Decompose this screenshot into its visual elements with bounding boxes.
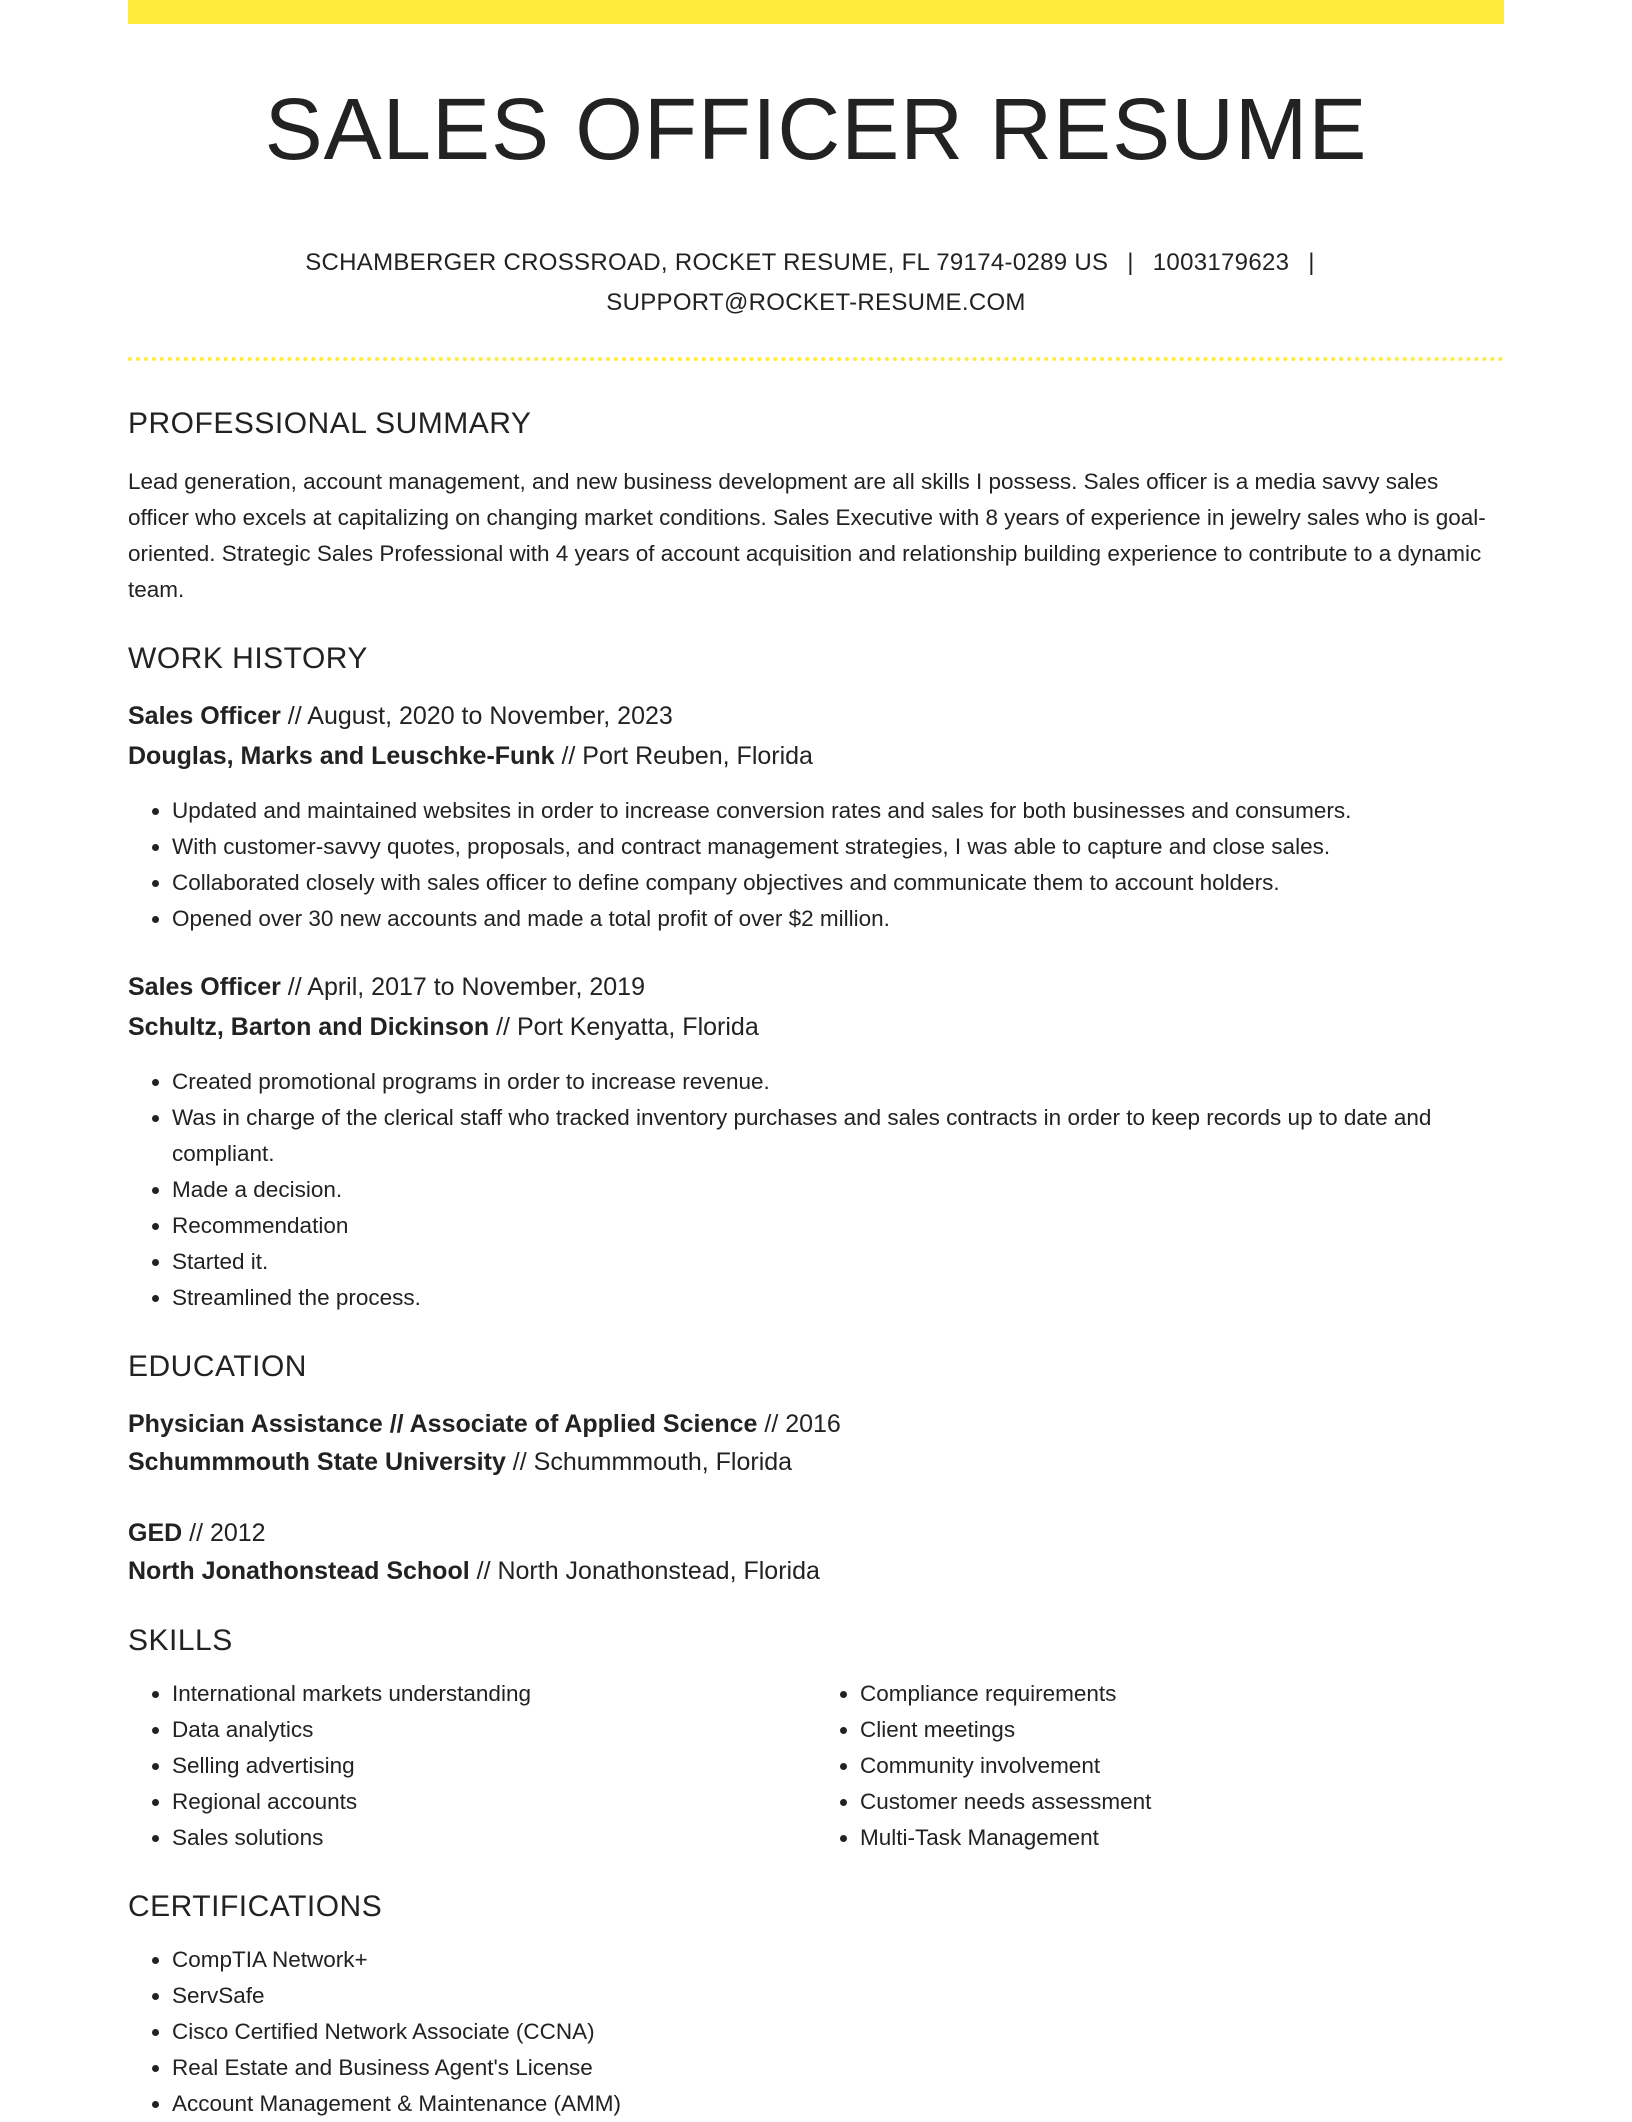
skill-item: • International markets understanding [172,1676,816,1712]
education-heading: EDUCATION [128,1349,307,1383]
certification-item: • CompTIA Network+ [172,1942,1504,1978]
job-title: Sales Officer [128,972,281,1001]
education-degree: Physician Assistance // Associate of Applied Science [128,1409,758,1438]
skills-list [128,1676,1504,1856]
education-school-line [128,1552,1504,1590]
education-location: // North Jonathonstead, Florida [469,1556,820,1585]
skill-item: • Data analytics [172,1712,816,1748]
job-title-line [128,968,1504,1006]
education-year: // 2016 [757,1409,841,1438]
header-divider [128,357,1504,361]
education-entry [128,1405,1504,1481]
job-title-line [128,697,1504,735]
job-company: Douglas, Marks and Leuschke-Funk [128,741,555,770]
job-bullet: • Started it. [172,1244,1504,1280]
resume-title: SALES OFFICER RESUME [264,81,1368,178]
job-bullet: • Made a decision. [172,1172,1504,1208]
skills-column-right [816,1676,1504,1856]
summary-text: Lead generation, account management, and new business development are all skills I possess. Sales officer is a media savvy sales officer who excels at capitalizing on changing market conditions. Sales Executive with 8 years of experience in jewelry sales who is goal-oriented. Strategic Sales Professional with 4 years of account acquisition and relationship building experience to contribute to a dynamic team. [128,468,1486,602]
job-bullets [128,793,1504,937]
job-dates: // August, 2020 to November, 2023 [280,701,673,730]
education-degree-line [128,1405,1504,1443]
job-bullet: • Recommendation [172,1208,1504,1244]
contact-separator: | [1308,248,1315,276]
job-company: Schultz, Barton and Dickinson [128,1012,490,1041]
job-dates: // April, 2017 to November, 2019 [280,972,645,1001]
skill-item: • Compliance requirements [860,1676,1504,1712]
certification-item: • Real Estate and Business Agent's License [172,2050,1504,2086]
skill-item: • Sales solutions [172,1820,816,1856]
skill-item: • Selling advertising [172,1748,816,1784]
education-entry [128,1514,1504,1590]
job-title: Sales Officer [128,701,281,730]
resume-page [128,0,1504,2122]
skill-item: • Client meetings [860,1712,1504,1748]
job-bullet: • Updated and maintained websites in order to increase conversion rates and sales for both businesses and consumers. [172,793,1504,829]
contact-address: SCHAMBERGER CROSSROAD, ROCKET RESUME, FL 79174-0289 US [305,248,1109,276]
contact-separator: | [1127,248,1134,276]
certification-item: • Account Management & Maintenance (AMM) [172,2086,1504,2122]
summary-heading: PROFESSIONAL SUMMARY [128,406,532,440]
skill-item: • Multi-Task Management [860,1820,1504,1856]
certification-item: • Cisco Certified Network Associate (CCNA) [172,2014,1504,2050]
contact-phone: 1003179623 [1152,248,1290,276]
education-school: North Jonathonstead School [128,1556,470,1585]
job-bullets [128,1064,1504,1316]
education-degree: GED [128,1518,183,1547]
work-history-heading: WORK HISTORY [128,641,368,675]
accent-top-bar [128,0,1504,24]
certifications-list [128,1942,1504,2122]
job-location: // Port Kenyatta, Florida [489,1012,759,1041]
education-year: // 2012 [182,1518,266,1547]
job-entry [128,697,1504,937]
skill-item: • Customer needs assessment [860,1784,1504,1820]
skill-item: • Community involvement [860,1748,1504,1784]
certifications-heading: CERTIFICATIONS [128,1889,383,1923]
job-bullet: • Streamlined the process. [172,1280,1504,1316]
job-location: // Port Reuben, Florida [554,741,813,770]
job-bullet: • Was in charge of the clerical staff who tracked inventory purchases and sales contracts in order to keep records up to date and compliant. [172,1100,1504,1172]
skills-heading: SKILLS [128,1623,233,1657]
job-bullet: • With customer-savvy quotes, proposals, and contract management strategies, I was able to capture and close sales. [172,829,1504,865]
certification-item: • ServSafe [172,1978,1504,2014]
job-bullet: • Collaborated closely with sales officer to define company objectives and communicate them to account holders. [172,865,1504,901]
education-degree-line [128,1514,1504,1552]
job-company-line [128,737,1504,775]
job-entry [128,968,1504,1316]
contact-email: SUPPORT@ROCKET-RESUME.COM [606,288,1026,316]
job-bullet: • Created promotional programs in order to increase revenue. [172,1064,1504,1100]
skill-item: • Regional accounts [172,1784,816,1820]
education-school-line [128,1443,1504,1481]
education-location: // Schummmouth, Florida [505,1447,793,1476]
job-company-line [128,1008,1504,1046]
job-bullet: • Opened over 30 new accounts and made a total profit of over $2 million. [172,901,1504,937]
contact-info [128,243,1504,323]
education-school: Schummmouth State University [128,1447,506,1476]
skills-column-left [128,1676,816,1856]
